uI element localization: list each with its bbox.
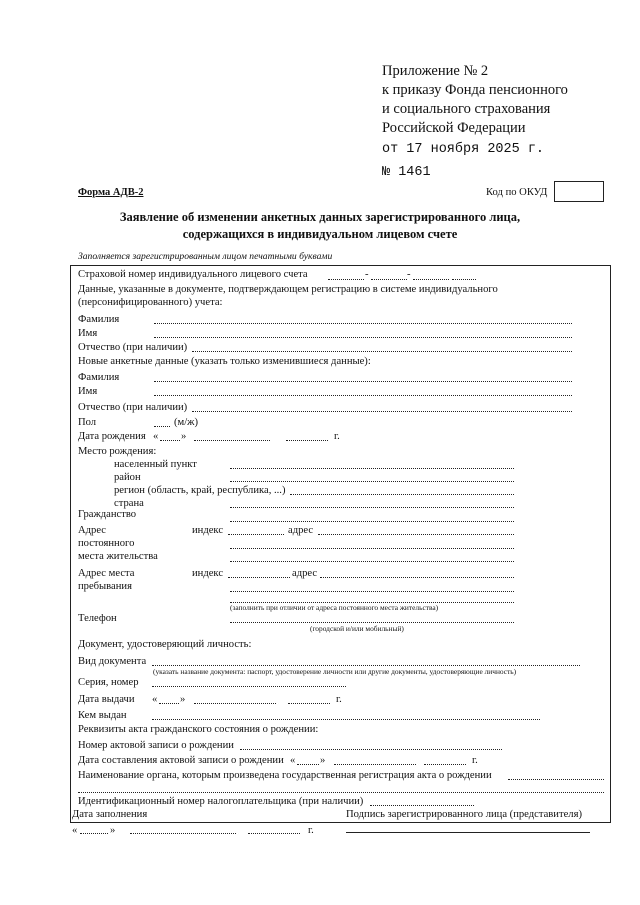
act-month-field[interactable]: [334, 764, 416, 765]
act-year-field[interactable]: [424, 764, 466, 765]
citizenship-label: Гражданство: [78, 509, 137, 520]
reg-data-label-line2: (персонифицированного) учета:: [78, 297, 223, 308]
issued-by-field[interactable]: [152, 719, 540, 720]
issue-quote-close: »: [180, 694, 186, 705]
issue-year-field[interactable]: [288, 703, 330, 704]
fill-year-field[interactable]: [248, 833, 300, 834]
perm-index-field[interactable]: [228, 534, 284, 535]
stay-address-hint: (заполнить при отличии от адреса постоянного места жительства): [230, 603, 439, 612]
sex-label: Пол: [78, 417, 97, 428]
perm-address-label-3: места жительства: [78, 551, 158, 562]
civil-act-label: Реквизиты акта гражданского состояния о рождении:: [78, 724, 319, 735]
act-day-field[interactable]: [297, 764, 319, 765]
doc-type-label: Вид документа: [78, 656, 147, 667]
act-body-field-1[interactable]: [508, 779, 604, 780]
inn-label: Идентификационный номер налогоплательщика (при наличии): [78, 796, 364, 807]
appendix-title: Приложение № 2: [382, 63, 489, 79]
locality-field[interactable]: [230, 468, 514, 469]
issue-quote-open: «: [152, 694, 158, 705]
okud-label: Код по ОКУД: [486, 187, 548, 198]
patronymic-field[interactable]: [192, 351, 572, 352]
order-date: от 17 ноября 2025 г.: [382, 142, 545, 157]
birth-quote-close: »: [181, 431, 187, 442]
appendix-country: Российской Федерации: [382, 120, 526, 136]
snils-part4[interactable]: [452, 279, 476, 280]
issue-day-field[interactable]: [159, 703, 179, 704]
new-surname-field[interactable]: [154, 381, 572, 382]
snils-part1[interactable]: [328, 279, 364, 280]
sex-field[interactable]: [154, 426, 170, 427]
name-label: Имя: [78, 328, 98, 339]
region-label: регион (область, край, республика, ...): [114, 485, 286, 496]
sex-hint: (м/ж): [174, 417, 199, 428]
stay-address-field-2[interactable]: [230, 591, 514, 592]
form-code: Форма АДВ-2: [78, 187, 144, 198]
snils-label: Страховой номер индивидуального лицевого счета: [78, 269, 308, 280]
id-doc-label: Документ, удостоверяющий личность:: [78, 639, 252, 650]
snils-sep2: -: [407, 269, 411, 280]
birth-month-field[interactable]: [194, 440, 270, 441]
patronymic-label: Отчество (при наличии): [78, 342, 188, 353]
act-date-label: Дата составления актовой записи о рождении: [78, 755, 284, 766]
perm-index-label: индекс: [192, 525, 224, 536]
fill-quote-close: »: [110, 825, 116, 836]
country-field[interactable]: [230, 507, 514, 508]
stay-address-field-1[interactable]: [320, 577, 514, 578]
appendix-order: к приказу Фонда пенсионного: [382, 82, 568, 98]
act-number-label: Номер актовой записи о рождении: [78, 740, 234, 751]
act-body-label: Наименование органа, которым произведена государственная регистрация акта о рождении: [78, 770, 492, 781]
fill-date-label: Дата заполнения: [72, 809, 148, 820]
district-label: район: [114, 472, 141, 483]
stay-address-label-1: Адрес места: [78, 568, 135, 579]
doc-type-hint: (указать название документа: паспорт, удостоверение личности или другие документы, удостоверяющие личность): [153, 667, 517, 676]
perm-address-sub-label: адрес: [288, 525, 314, 536]
fill-month-field[interactable]: [130, 833, 236, 834]
surname-field[interactable]: [154, 323, 572, 324]
birth-date-label: Дата рождения: [78, 431, 146, 442]
appendix-org: и социального страхования: [382, 101, 551, 117]
series-number-field[interactable]: [152, 686, 346, 687]
new-name-label: Имя: [78, 386, 98, 397]
stay-index-field[interactable]: [228, 577, 290, 578]
birth-day-field[interactable]: [160, 440, 180, 441]
new-patronymic-field[interactable]: [192, 411, 572, 412]
stay-index-label: индекс: [192, 568, 224, 579]
doc-type-field[interactable]: [152, 665, 580, 666]
perm-address-field-2[interactable]: [230, 548, 514, 549]
signature-label: Подпись зарегистрированного лица (представителя): [346, 809, 582, 820]
series-number-label: Серия, номер: [78, 677, 139, 688]
fill-quote-open: «: [72, 825, 78, 836]
order-number: № 1461: [382, 165, 431, 180]
act-quote-open: «: [290, 755, 296, 766]
snils-part2[interactable]: [371, 279, 407, 280]
reg-data-label-line1: Данные, указанные в документе, подтверждающем регистрацию в системе индивидуального: [78, 284, 498, 295]
new-surname-label: Фамилия: [78, 372, 120, 383]
name-field[interactable]: [154, 337, 572, 338]
perm-address-field-3[interactable]: [230, 561, 514, 562]
stay-address-sub-label: адрес: [292, 568, 318, 579]
issue-date-label: Дата выдачи: [78, 694, 135, 705]
new-data-label: Новые анкетные данные (указать только изменившиеся данные):: [78, 356, 371, 367]
phone-field[interactable]: [230, 622, 514, 623]
issue-month-field[interactable]: [194, 703, 276, 704]
form-title-line1: Заявление об изменении анкетных данных зарегистрированного лица,: [119, 210, 521, 224]
new-patronymic-label: Отчество (при наличии): [78, 402, 188, 413]
region-field[interactable]: [290, 494, 514, 495]
phone-hint: (городской и/или мобильный): [310, 624, 404, 633]
act-quote-close: »: [320, 755, 326, 766]
phone-label: Телефон: [78, 613, 117, 624]
inn-field[interactable]: [370, 805, 474, 806]
form-title-line2: содержащихся в индивидуальном лицевом счете: [182, 227, 458, 241]
citizenship-field[interactable]: [230, 521, 514, 522]
act-number-field[interactable]: [240, 749, 502, 750]
new-name-field[interactable]: [154, 395, 572, 396]
perm-address-field-1[interactable]: [318, 534, 514, 535]
fill-instruction: Заполняется зарегистрированным лицом печатными буквами: [78, 251, 333, 262]
fill-year-suffix: г.: [308, 825, 314, 836]
snils-sep1: -: [365, 269, 369, 280]
signature-line[interactable]: [346, 832, 590, 833]
country-label: страна: [114, 498, 144, 509]
birth-year-suffix: г.: [334, 431, 340, 442]
birth-year-field[interactable]: [286, 440, 328, 441]
stay-address-label-2: пребывания: [78, 581, 132, 592]
locality-label: населенный пункт: [114, 459, 197, 470]
birth-quote-open: «: [153, 431, 159, 442]
perm-address-label-2: постоянного: [78, 538, 135, 549]
fill-day-field[interactable]: [80, 833, 108, 834]
perm-address-label-1: Адрес: [78, 525, 107, 536]
okud-code-field[interactable]: [554, 181, 604, 202]
issued-by-label: Кем выдан: [78, 710, 127, 721]
birth-place-label: Место рождения:: [78, 446, 157, 457]
district-field[interactable]: [230, 481, 514, 482]
act-year-suffix: г.: [472, 755, 478, 766]
issue-year-suffix: г.: [336, 694, 342, 705]
act-body-field-2[interactable]: [78, 792, 604, 793]
snils-part3[interactable]: [413, 279, 449, 280]
surname-label: Фамилия: [78, 314, 120, 325]
